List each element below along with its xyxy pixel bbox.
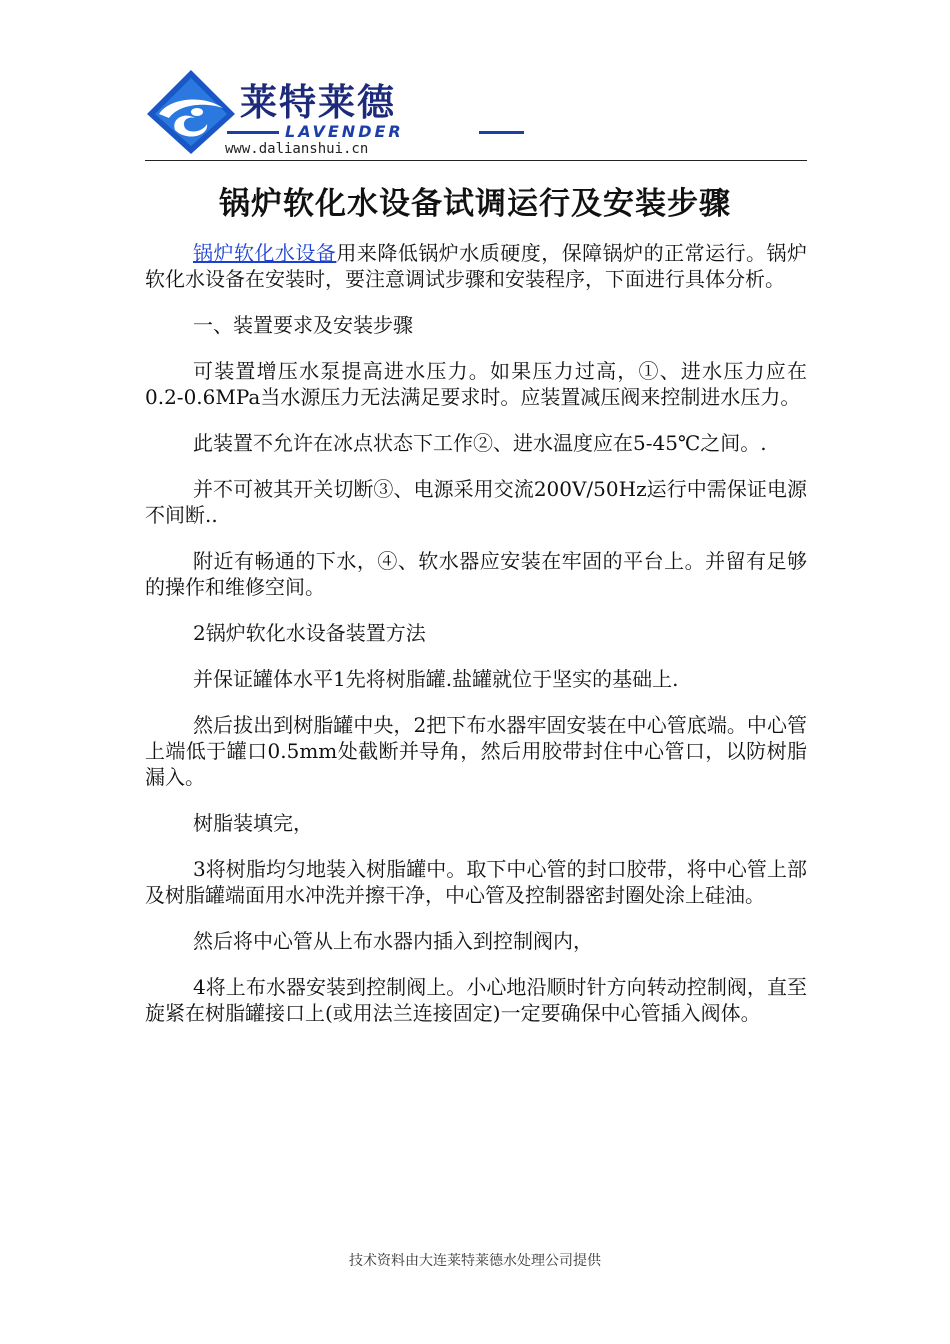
section-heading: 一、装置要求及安装步骤	[193, 313, 413, 337]
paragraph: 并不可被其开关切断③、电源采用交流200V/50Hz运行中需保证电源不间断..	[145, 477, 807, 527]
logo-chinese-name: 莱特莱德	[240, 81, 396, 124]
paragraph: 树脂装填完，	[193, 811, 313, 835]
section-heading: 2锅炉软化水设备装置方法	[193, 621, 426, 645]
paragraph: 3将树脂均匀地装入树脂罐中。取下中心管的封口胶带，将中心管上部及树脂罐端面用水冲洗并擦干净，中心管及控制器密封圈处涂上硅油。	[145, 857, 807, 907]
paragraph: 此装置不允许在冰点状态下工作②、进水温度应在5-45℃之间。.	[193, 431, 767, 455]
logo-divider-right	[479, 131, 524, 134]
page-footer: 技术资料由大连莱特莱德水处理公司提供	[349, 1253, 601, 1269]
article-body	[145, 240, 807, 1046]
paragraph: 然后将中心管从上布水器内插入到控制阀内，	[193, 929, 593, 953]
logo-divider-left	[227, 131, 279, 134]
header-divider	[145, 160, 807, 161]
page-title: 锅炉软化水设备试调运行及安装步骤	[219, 186, 731, 222]
paragraph: 并保证罐体水平1先将树脂罐.盐罐就位于坚实的基础上.	[193, 667, 679, 691]
logo-website: www.dalianshui.cn	[225, 141, 369, 157]
paragraph: 附近有畅通的下水，④、软水器应安装在牢固的平台上。并留有足够的操作和维修空间。	[145, 549, 807, 599]
paragraph-intro	[145, 240, 807, 292]
product-link[interactable]: 锅炉软化水设备	[193, 241, 337, 265]
paragraph-text: 用来降低锅炉水质硬度，保障锅炉的正常运行。锅炉软化水设备在安装时，要注意调试步骤和安装程序，下面进行具体分析。	[145, 241, 808, 291]
page-header	[145, 64, 807, 162]
logo-english-row	[227, 122, 527, 142]
paragraph: 4将上布水器安装到控制阀上。小心地沿顺时针方向转动控制阀，直至旋紧在树脂罐接口上(或用法兰连接固定)一定要确保中心管插入阀体。	[145, 975, 807, 1025]
logo-english-name: LAVENDER	[285, 122, 404, 141]
lavender-logo-icon	[145, 68, 237, 156]
paragraph: 然后拔出到树脂罐中央，2把下布水器牢固安装在中心管底端。中心管上端低于罐口0.5mm处截断并导角，然后用胶带封住中心管口，以防树脂漏入。	[145, 713, 807, 789]
paragraph: 可装置增压水泵提高进水压力。如果压力过高，①、进水压力应在0.2-0.6MPa当水源压力无法满足要求时。应装置减压阀来控制进水压力。	[145, 359, 807, 409]
